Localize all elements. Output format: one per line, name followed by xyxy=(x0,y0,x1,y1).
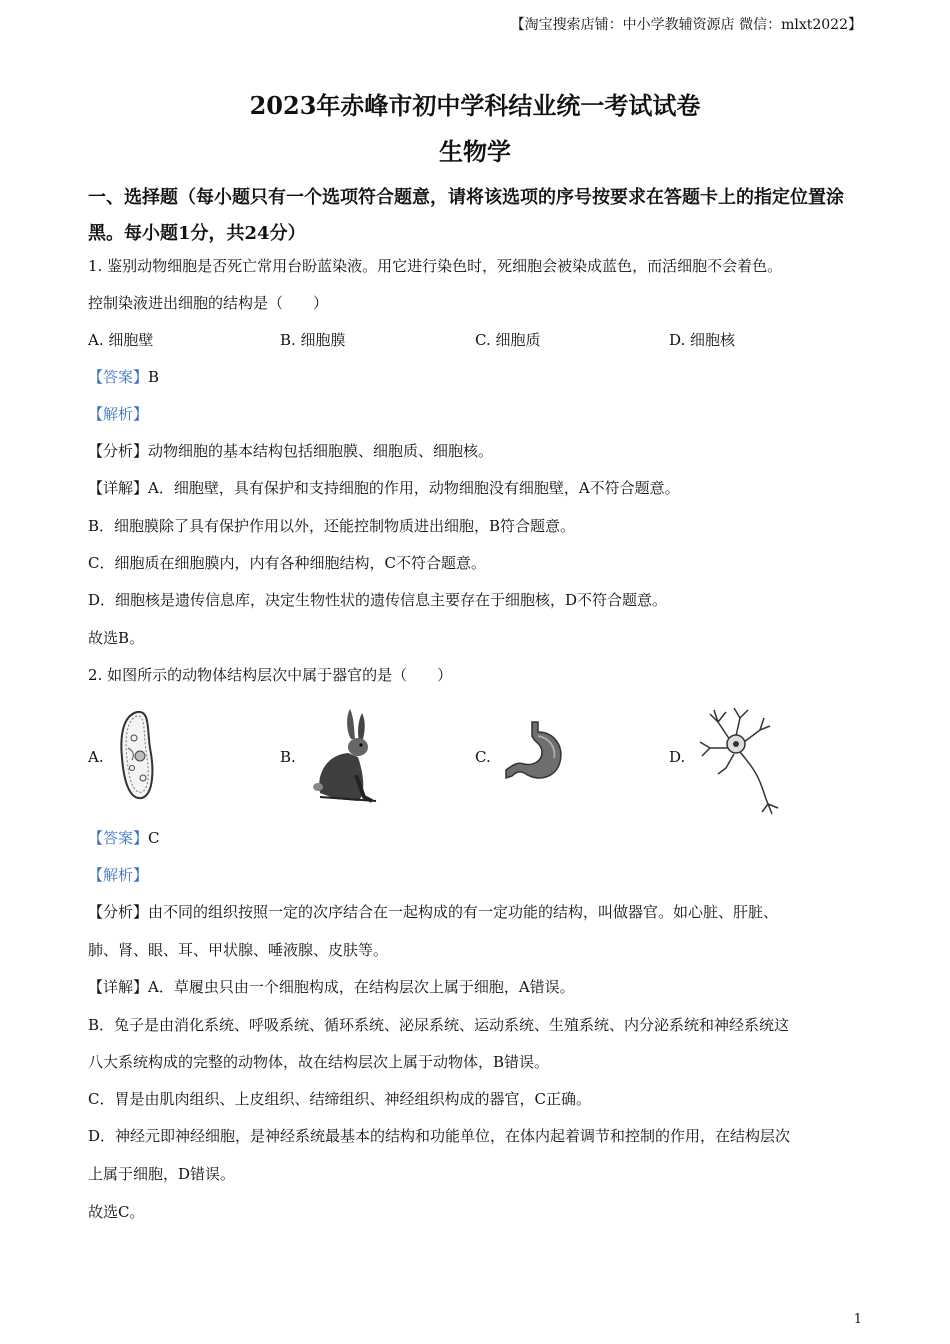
q2-analysis-label: 【解析】 xyxy=(88,866,149,884)
detail-label: 【详解】 xyxy=(88,978,149,996)
q2-option-a-label: A. xyxy=(88,748,104,766)
q1-answer xyxy=(88,359,868,396)
q2-answer xyxy=(88,820,868,857)
q2-detail-a xyxy=(88,969,868,1006)
fenxi-label: 【分析】 xyxy=(88,903,149,921)
fenxi-text: 由不同的组织按照一定的次序结合在一起构成的有一定功能的结构，叫做器官。如心脏、肝脏、 xyxy=(148,903,779,921)
q2-fenxi-line-1 xyxy=(88,894,868,931)
q1-detail-d: D．细胞核是遗传信息库，决定生物性状的遗传信息主要存在于细胞核，D不符合题意。 xyxy=(88,591,668,609)
exam-title: 2023年赤峰市初中学科结业统一考试试卷 xyxy=(249,91,701,120)
neuron-image xyxy=(690,704,790,816)
paramecium-image xyxy=(112,708,162,803)
exam-subtitle: 生物学 xyxy=(439,137,511,166)
q1-detail-a xyxy=(88,470,868,507)
q2-detail-d-line-2: 上属于细胞，D错误。 xyxy=(88,1165,236,1183)
detail-label: 【详解】 xyxy=(88,479,149,497)
answer-label: 【答案】 xyxy=(88,368,149,386)
q1-stem-line-2: 控制染液进出细胞的结构是（ ） xyxy=(88,294,329,312)
q2-stem: 2. 如图所示的动物体结构层次中属于器官的是（ ） xyxy=(88,666,453,684)
section-heading: 一、选择题（每小题只有一个选项符合题意，请将该选项的序号按要求在答题卡上的指定位置涂黑。每小题1分，共24分） xyxy=(88,187,844,244)
q2-fenxi-line-2: 肺、肾、眼、耳、甲状腺、唾液腺、皮肤等。 xyxy=(88,941,389,959)
q1-detail-c: C．细胞质在细胞膜内，内有各种细胞结构，C不符合题意。 xyxy=(88,554,486,572)
q2-option-d-label: D. xyxy=(669,748,686,766)
answer-label: 【答案】 xyxy=(88,829,149,847)
q2-detail-b-line-2: 八大系统构成的完整的动物体，故在结构层次上属于动物体，B错误。 xyxy=(88,1053,550,1071)
answer-value: C xyxy=(148,829,160,847)
q2-detail-c: C．胃是由肌肉组织、上皮组织、结缔组织、神经组织构成的器官，C正确。 xyxy=(88,1090,591,1108)
q1-option-b: B. 细胞膜 xyxy=(280,331,346,349)
fenxi-text: 动物细胞的基本结构包括细胞膜、细胞质、细胞核。 xyxy=(148,442,494,460)
q1-option-c: C. 细胞质 xyxy=(475,331,541,349)
fenxi-label: 【分析】 xyxy=(88,442,149,460)
stomach-image xyxy=(502,720,570,790)
q1-stem-line-1: 1. 鉴别动物细胞是否死亡常用台盼蓝染液。用它进行染色时，死细胞会被染成蓝色，而活细胞不会着色。 xyxy=(88,257,783,275)
q2-detail-d-line-1: D．神经元即神经细胞，是神经系统最基本的结构和功能单位，在体内起着调节和控制的作用，在结构层次 xyxy=(88,1127,791,1145)
q2-option-b-label: B. xyxy=(280,748,296,766)
q1-option-a: A. 细胞壁 xyxy=(88,331,154,349)
q1-detail-b: B．细胞膜除了具有保护作用以外，还能控制物质进出细胞，B符合题意。 xyxy=(88,517,576,535)
q1-analysis-label: 【解析】 xyxy=(88,405,149,423)
q2-conclusion: 故选C。 xyxy=(88,1203,145,1221)
q1-option-d: D. 细胞核 xyxy=(669,331,736,349)
header-note: 【淘宝搜索店铺：中小学教辅资源店 微信：mlxt2022】 xyxy=(510,17,862,33)
q1-conclusion: 故选B。 xyxy=(88,629,145,647)
q2-option-c-label: C. xyxy=(475,748,491,766)
detail-text: A．草履虫只由一个细胞构成，在结构层次上属于细胞，A错误。 xyxy=(148,978,575,996)
rabbit-image xyxy=(306,705,386,805)
page-number: 1 xyxy=(853,1312,862,1327)
detail-text: A．细胞壁，具有保护和支持细胞的作用，动物细胞没有细胞壁，A不符合题意。 xyxy=(148,479,680,497)
answer-value: B xyxy=(148,368,160,386)
q2-detail-b-line-1: B．兔子是由消化系统、呼吸系统、循环系统、泌尿系统、运动系统、生殖系统、内分泌系统和神经系统这 xyxy=(88,1016,790,1034)
q1-fenxi xyxy=(88,433,868,470)
